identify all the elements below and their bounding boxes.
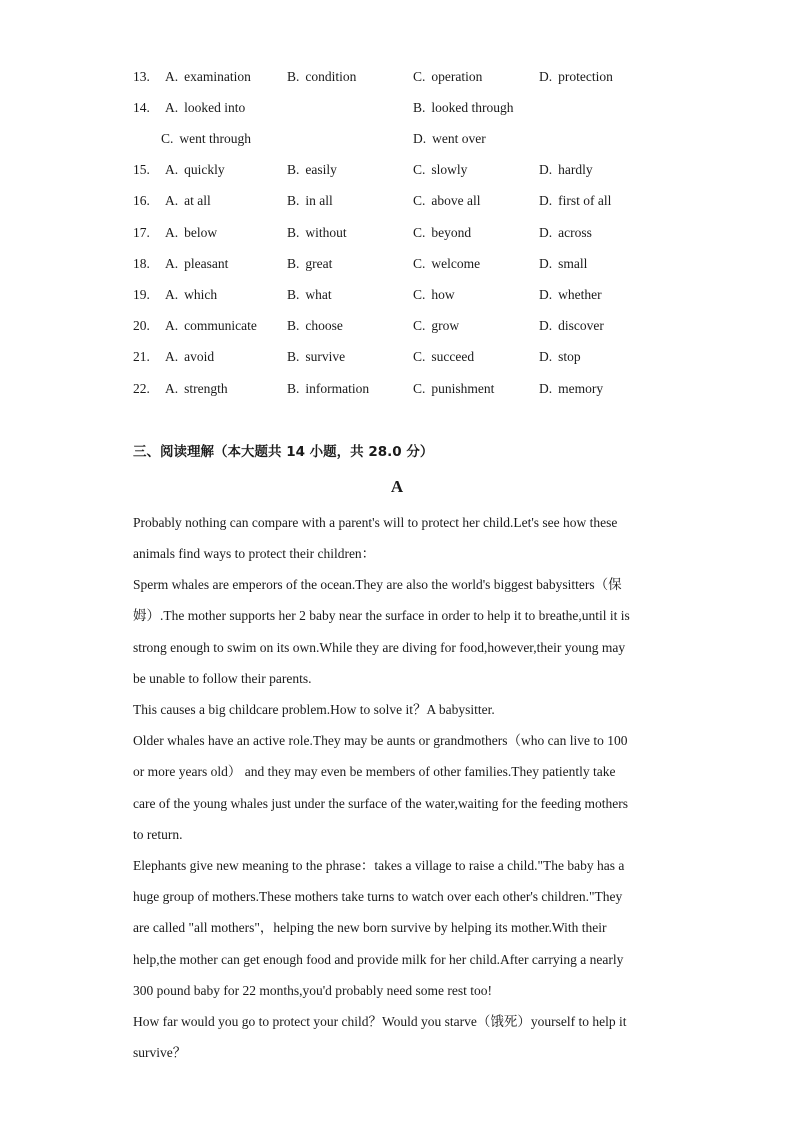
option-text: which [184, 287, 218, 302]
option-c[interactable] [161, 128, 251, 150]
option-c[interactable] [413, 284, 455, 306]
option-text: condition [305, 69, 357, 84]
passage-line: How far would you go to protect your child？Would you starve（饿死）yourself to help it [133, 1014, 627, 1029]
passage-line: Elephants give new meaning to the phrase：takes a village to raise a child."The baby has a [133, 858, 625, 873]
option-d[interactable] [539, 66, 613, 88]
option-b[interactable] [287, 159, 337, 181]
passage-line: Older whales have an active role.They may be aunts or grandmothers（who can live to 100 [133, 733, 628, 748]
option-text: at all [184, 193, 211, 208]
option-letter: A. [165, 100, 179, 115]
option-letter: D. [539, 256, 553, 271]
passage-line: huge group of mothers.These mothers take turns to watch over each other's children."They [133, 889, 623, 904]
option-text: looked into [184, 100, 246, 115]
option-text: succeed [431, 349, 475, 364]
option-b[interactable] [287, 284, 332, 306]
option-letter: A. [165, 256, 179, 271]
passage-line: 300 pound baby for 22 months,you'd probably need some rest too! [133, 983, 493, 998]
option-letter: A. [165, 287, 179, 302]
option-text: protection [558, 69, 613, 84]
option-b[interactable] [413, 97, 514, 119]
question-14 [0, 97, 794, 119]
question-13 [0, 66, 794, 88]
option-b[interactable] [287, 222, 347, 244]
option-text: how [431, 287, 455, 302]
option-a[interactable] [165, 284, 217, 306]
option-letter: B. [287, 318, 300, 333]
option-letter: B. [287, 225, 300, 240]
option-c[interactable] [413, 159, 467, 181]
option-letter: C. [413, 162, 426, 177]
question-18 [0, 253, 794, 275]
option-letter: D. [539, 69, 553, 84]
question-21 [0, 346, 794, 368]
option-letter: B. [287, 193, 300, 208]
option-text: great [305, 256, 333, 271]
option-b[interactable] [287, 66, 356, 88]
option-text: whether [558, 287, 602, 302]
question-15 [0, 159, 794, 181]
option-text: first of all [558, 193, 612, 208]
option-d[interactable] [539, 253, 587, 275]
question-17 [0, 222, 794, 244]
question-16 [0, 190, 794, 212]
option-text: hardly [558, 162, 593, 177]
option-letter: D. [539, 162, 553, 177]
option-c[interactable] [413, 346, 474, 368]
option-text: quickly [184, 162, 225, 177]
option-letter: B. [287, 162, 300, 177]
option-text: information [305, 381, 370, 396]
option-text: pleasant [184, 256, 229, 271]
passage-heading: A [390, 477, 404, 496]
question-number: 21. [133, 349, 150, 364]
section-title: 三、阅读理解（本大题共 14 小题，共 28.0 分） [133, 444, 434, 460]
passage-line: survive？ [133, 1045, 187, 1060]
option-b[interactable] [287, 190, 333, 212]
option-a[interactable] [165, 97, 245, 119]
option-text: above all [431, 193, 481, 208]
option-letter: C. [413, 256, 426, 271]
question-number: 22. [133, 381, 150, 396]
option-letter: C. [413, 349, 426, 364]
option-b[interactable] [287, 253, 332, 275]
option-text: went through [179, 131, 252, 146]
option-letter: C. [413, 381, 426, 396]
option-letter: A. [165, 349, 179, 364]
option-text: small [558, 256, 588, 271]
passage-line: strong enough to swim on its own.While they are diving for food,however,their young may [133, 640, 626, 655]
passage-line: are called "all mothers"，helping the new born survive by helping its mother.With their [133, 920, 607, 935]
option-letter: A. [165, 318, 179, 333]
passage-line: or more years old） and they may even be members of other families.They patiently take [133, 764, 616, 779]
question-19 [0, 284, 794, 306]
option-text: below [184, 225, 218, 240]
option-letter: D. [413, 131, 427, 146]
option-letter: D. [539, 381, 553, 396]
option-d[interactable] [539, 378, 603, 400]
option-c[interactable] [413, 66, 482, 88]
option-text: in all [305, 193, 333, 208]
option-d[interactable] [539, 284, 602, 306]
option-a[interactable] [165, 315, 257, 337]
option-text: stop [558, 349, 581, 364]
option-letter: D. [539, 349, 553, 364]
passage-line: be unable to follow their parents. [133, 671, 312, 686]
passage-line: animals find ways to protect their children： [133, 546, 376, 561]
option-text: choose [305, 318, 343, 333]
option-a[interactable] [165, 222, 217, 244]
option-b[interactable] [287, 346, 345, 368]
option-text: looked through [431, 100, 514, 115]
option-a[interactable] [165, 253, 228, 275]
question-number: 13. [133, 69, 150, 84]
option-text: discover [558, 318, 604, 333]
passage-line: This causes a big childcare problem.How to solve it？A babysitter. [133, 702, 495, 717]
option-letter: D. [539, 318, 553, 333]
passage-line: help,the mother can get enough food and provide milk for her child.After carrying a nearly [133, 952, 624, 967]
option-text: memory [558, 381, 604, 396]
question-number: 17. [133, 225, 150, 240]
option-c[interactable] [413, 190, 481, 212]
option-text: avoid [184, 349, 215, 364]
question-14-line-2 [0, 128, 794, 150]
option-c[interactable] [413, 378, 494, 400]
question-number: 15. [133, 162, 150, 177]
option-letter: B. [287, 381, 300, 396]
option-text: across [558, 225, 592, 240]
option-b[interactable] [287, 378, 369, 400]
option-a[interactable] [165, 159, 225, 181]
option-letter: A. [165, 69, 179, 84]
option-text: what [305, 287, 332, 302]
option-text: communicate [184, 318, 257, 333]
option-letter: A. [165, 193, 179, 208]
option-d[interactable] [539, 315, 604, 337]
option-text: beyond [431, 225, 472, 240]
question-number: 14. [133, 100, 150, 115]
option-a[interactable] [165, 66, 251, 88]
option-c[interactable] [413, 253, 480, 275]
option-text: slowly [431, 162, 468, 177]
option-c[interactable] [413, 222, 471, 244]
question-number: 20. [133, 318, 150, 333]
option-letter: C. [413, 193, 426, 208]
question-number: 18. [133, 256, 150, 271]
option-text: welcome [431, 256, 481, 271]
option-letter: C. [413, 318, 426, 333]
passage-line: Probably nothing can compare with a parent's will to protect her child.Let's see how these [133, 515, 618, 530]
option-letter: A. [165, 381, 179, 396]
passage-line: Sperm whales are emperors of the ocean.They are also the world's biggest babysitters（保 [133, 577, 622, 592]
option-letter: D. [539, 287, 553, 302]
option-a[interactable] [165, 378, 228, 400]
option-letter: C. [413, 287, 426, 302]
passage-line: 姆）.The mother supports her 2 baby near the surface in order to help it to breathe,until it is [133, 608, 630, 623]
option-text: easily [305, 162, 337, 177]
option-b[interactable] [287, 315, 343, 337]
option-letter: B. [413, 100, 426, 115]
option-text: strength [184, 381, 228, 396]
option-d[interactable] [539, 222, 592, 244]
option-text: went over [432, 131, 486, 146]
option-letter: C. [413, 225, 426, 240]
option-letter: A. [165, 162, 179, 177]
option-letter: B. [287, 287, 300, 302]
option-d[interactable] [539, 190, 611, 212]
question-number: 19. [133, 287, 150, 302]
option-c[interactable] [413, 315, 459, 337]
option-letter: C. [413, 69, 426, 84]
option-text: without [305, 225, 347, 240]
option-text: punishment [431, 381, 495, 396]
option-d[interactable] [413, 128, 486, 150]
option-text: examination [184, 69, 251, 84]
option-d[interactable] [539, 159, 593, 181]
passage-line: to return. [133, 827, 183, 842]
question-number: 16. [133, 193, 150, 208]
option-letter: D. [539, 225, 553, 240]
passage-line: care of the young whales just under the surface of the water,waiting for the feeding mothers [133, 796, 629, 811]
option-letter: B. [287, 349, 300, 364]
option-text: operation [431, 69, 483, 84]
option-text: survive [305, 349, 346, 364]
option-letter: B. [287, 256, 300, 271]
question-20 [0, 315, 794, 337]
option-a[interactable] [165, 346, 214, 368]
question-22 [0, 378, 794, 400]
option-letter: A. [165, 225, 179, 240]
option-text: grow [431, 318, 460, 333]
option-d[interactable] [539, 346, 581, 368]
option-letter: C. [161, 131, 174, 146]
option-letter: B. [287, 69, 300, 84]
option-a[interactable] [165, 190, 211, 212]
option-letter: D. [539, 193, 553, 208]
